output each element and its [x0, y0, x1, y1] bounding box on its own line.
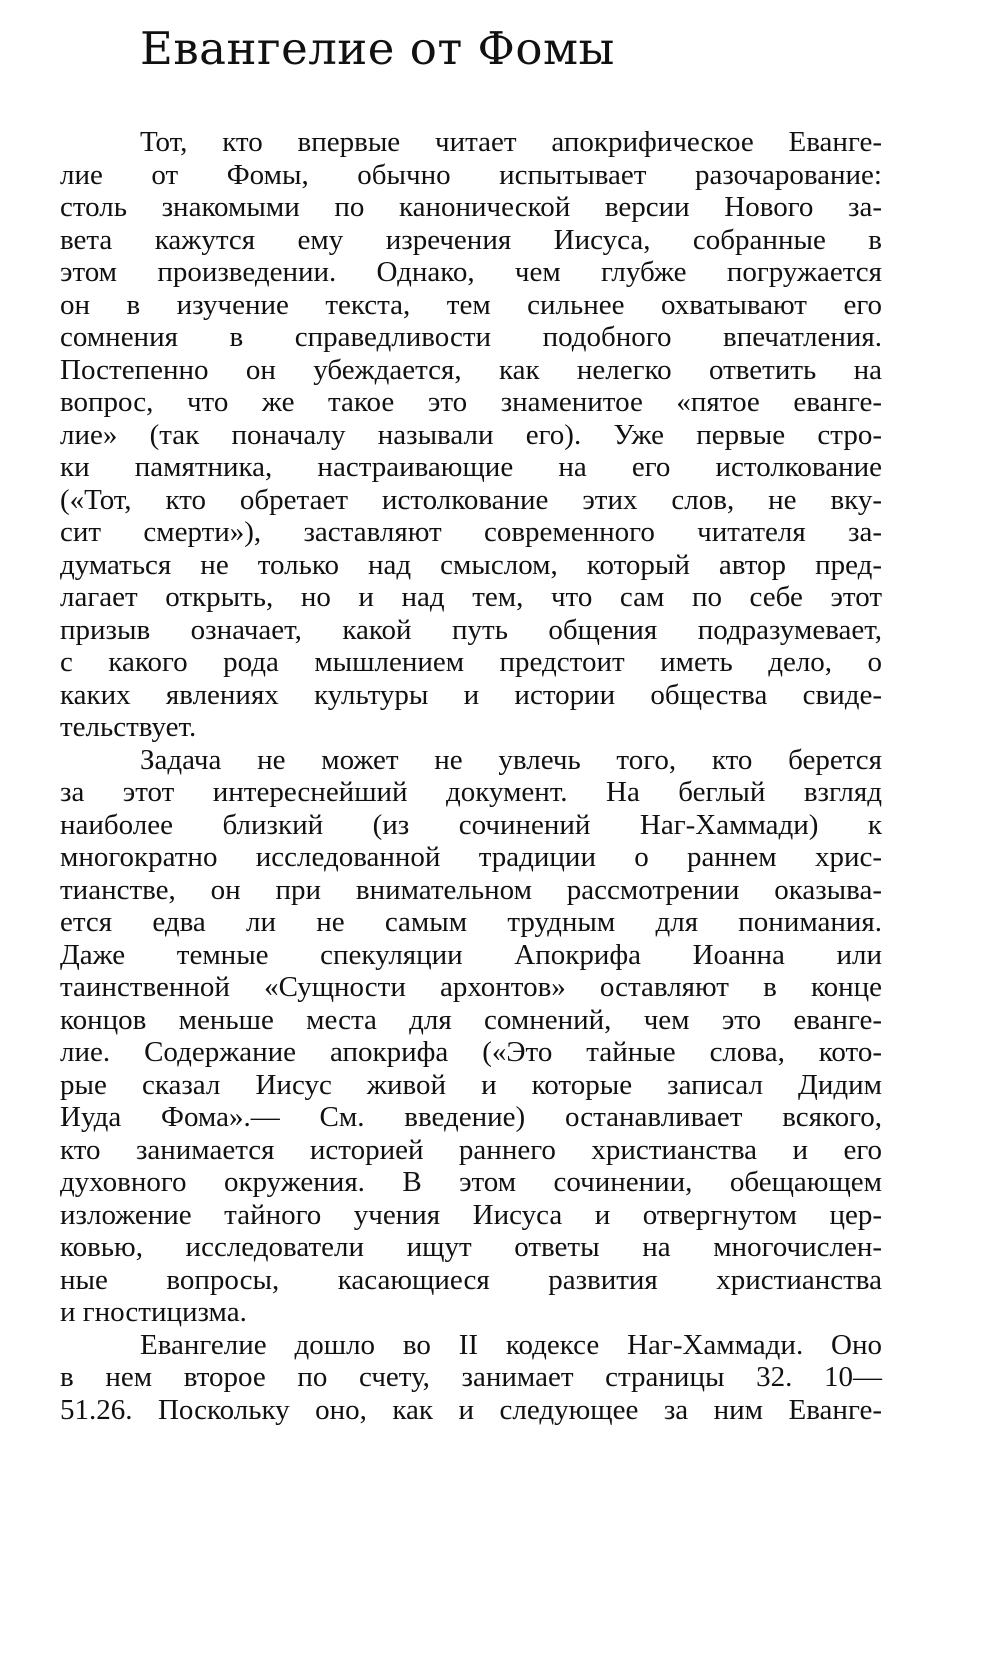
text-line: он в изучение текста, тем сильнее охватывают его	[60, 288, 882, 321]
text-line: наиболее близкий (из сочинений Наг-Хаммади) к	[60, 808, 882, 841]
text-line: каких явлениях культуры и истории общества свиде-	[60, 678, 882, 711]
text-line: сит смерти»), заставляют современного читателя за-	[60, 516, 882, 548]
text-line: лие. Содержание апокрифа («Это тайные слова, кото-	[60, 1036, 882, 1068]
text-line: с какого рода мышлением предстоит иметь дело, о	[60, 646, 882, 678]
text-line: за этот интереснейший документ. На беглый взгляд	[60, 776, 882, 808]
text-line: ковью, исследователи ищут ответы на многочислен-	[60, 1231, 882, 1263]
text-line: изложение тайного учения Иисуса и отвергнутом цер-	[60, 1198, 882, 1231]
text-line: концов меньше места для сомнений, чем это еванге-	[60, 1003, 882, 1036]
text-line: ки памятника, настраивающие на его истолкование	[60, 451, 882, 483]
page-title: Евангелие от Фомы	[140, 22, 615, 75]
text-line: 51.26. Поскольку оно, как и следующее за ним Еванге-	[60, 1393, 882, 1426]
text-line: и гностицизма.	[60, 1296, 247, 1328]
body-text	[60, 126, 882, 1426]
text-line: думаться не только над смыслом, который автор пред-	[60, 548, 882, 581]
text-line: Евангелие дошло во II кодексе Наг-Хаммади. Оно	[140, 1328, 882, 1361]
text-line: лагает открыть, но и над тем, что сам по себе этот	[60, 581, 882, 613]
text-line: вета кажутся ему изречения Иисуса, собранные в	[60, 223, 882, 256]
text-line: рые сказал Иисус живой и которые записал Дидим	[60, 1068, 882, 1101]
text-line: Даже темные спекуляции Апокрифа Иоанна или	[60, 938, 882, 971]
text-line: («Тот, кто обретает истолкование этих слов, не вку-	[60, 483, 882, 516]
text-line: в нем второе по счету, занимает страницы 32. 10—	[60, 1361, 882, 1393]
text-line: лие от Фомы, обычно испытывает разочарование:	[60, 158, 882, 191]
text-line: ется едва ли не самым трудным для понимания.	[60, 906, 882, 938]
text-line: этом произведении. Однако, чем глубже погружается	[60, 256, 882, 288]
text-line: лие» (так поначалу называли его). Уже первые стро-	[60, 418, 882, 451]
text-line: тельствует.	[60, 711, 197, 743]
text-line: таинственной «Сущности архонтов» оставляют в конце	[60, 971, 882, 1003]
paragraph	[60, 126, 882, 744]
text-line: кто занимается историей раннего христианства и его	[60, 1133, 882, 1166]
text-line: вопрос, что же такое это знаменитое «пятое еванге-	[60, 386, 882, 418]
text-line: тианстве, он при внимательном рассмотрении оказыва-	[60, 873, 882, 906]
paragraph	[60, 1329, 882, 1427]
text-line: призыв означает, какой путь общения подразумевает,	[60, 613, 882, 646]
text-line: ные вопросы, касающиеся развития христианства	[60, 1263, 882, 1296]
text-line: духовного окружения. В этом сочинении, обещающем	[60, 1166, 882, 1198]
text-line: Тот, кто впервые читает апокрифическое Еванге-	[140, 126, 882, 158]
text-line: Задача не может не увлечь того, кто берется	[140, 743, 882, 776]
text-line: Постепенно он убеждается, как нелегко ответить на	[60, 353, 882, 386]
text-line: многократно исследованной традиции о раннем хрис-	[60, 841, 882, 873]
text-line: сомнения в справедливости подобного впечатления.	[60, 321, 882, 353]
text-line: столь знакомыми по канонической версии Нового за-	[60, 191, 882, 223]
text-line: Иуда Фома».— См. введение) останавливает всякого,	[60, 1101, 882, 1133]
paragraph	[60, 744, 882, 1329]
